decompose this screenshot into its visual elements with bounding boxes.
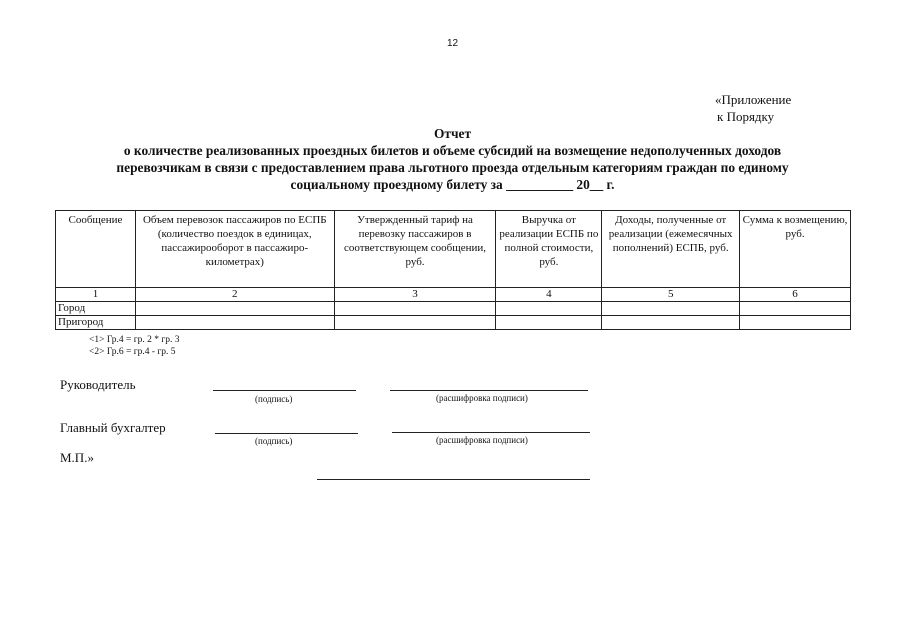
header-cell-compensation: Сумма к возмещению, руб.: [740, 211, 851, 288]
table-cell[interactable]: [602, 302, 740, 316]
row-label-suburb: Пригород: [56, 316, 136, 330]
title-line-1: Отчет: [433, 126, 472, 141]
head-decoding-caption: (расшифровка подписи): [436, 393, 528, 403]
head-decoding-line[interactable]: [390, 390, 588, 391]
column-number-row: [56, 288, 851, 302]
table-cell[interactable]: [740, 302, 851, 316]
table-cell[interactable]: [135, 302, 334, 316]
title-line-4: социальному проездному билету за __________ 20__ г.: [290, 177, 615, 192]
title-line-3: перевозчикам в связи с предоставлением права льготного проезда отдельным категориям граждан по единому: [116, 160, 789, 175]
table-row: [56, 316, 851, 330]
table-cell[interactable]: [496, 302, 602, 316]
table-row: [56, 302, 851, 316]
seal-line[interactable]: [317, 479, 590, 480]
note-1: <1> Гр.4 = гр. 2 * гр. 3: [89, 335, 180, 345]
head-label: Руководитель: [60, 377, 136, 392]
accountant-signature-line[interactable]: [215, 433, 358, 434]
table-cell[interactable]: [496, 316, 602, 330]
head-signature-line[interactable]: [213, 390, 356, 391]
head-signature-caption: (подпись): [255, 394, 293, 404]
column-number: 3: [334, 288, 496, 302]
appendix-line-2: к Порядку: [717, 109, 775, 124]
table-cell[interactable]: [334, 316, 496, 330]
report-table: [55, 210, 851, 330]
report-title: [40, 125, 865, 193]
formula-notes: [89, 334, 180, 358]
title-line-2: о количестве реализованных проездных билетов и объеме субсидий на возмещение недополученных доходов: [123, 143, 782, 158]
seal-label: М.П.»: [60, 450, 94, 465]
column-number: 5: [602, 288, 740, 302]
accountant-decoding-caption: (расшифровка подписи): [436, 435, 528, 445]
appendix-note: [715, 91, 791, 125]
accountant-label: Главный бухгалтер: [60, 420, 166, 435]
accountant-signature-caption: (подпись): [255, 436, 293, 446]
header-cell-tariff: Утвержденный тариф на перевозку пассажиров в соответствующем сообщении, руб.: [334, 211, 496, 288]
header-cell-income: Доходы, полученные от реализации (ежемесячных пополнений) ЕСПБ, руб.: [602, 211, 740, 288]
header-cell-volume: Объем перевозок пассажиров по ЕСПБ (количество поездок в единицах, пассажирооборот в пассажиро-километрах): [135, 211, 334, 288]
table-cell[interactable]: [602, 316, 740, 330]
column-number: 1: [56, 288, 136, 302]
header-cell-revenue: Выручка от реализации ЕСПБ по полной стоимости, руб.: [496, 211, 602, 288]
page-number: 12: [446, 38, 459, 49]
row-label-city: Город: [56, 302, 136, 316]
accountant-decoding-line[interactable]: [392, 432, 590, 433]
table-cell[interactable]: [334, 302, 496, 316]
column-number: 4: [496, 288, 602, 302]
header-cell-message: Сообщение: [56, 211, 136, 288]
appendix-line-1: «Приложение: [715, 92, 792, 107]
table-cell[interactable]: [135, 316, 334, 330]
table-header-row: [56, 211, 851, 288]
column-number: 2: [135, 288, 334, 302]
column-number: 6: [740, 288, 851, 302]
note-2: <2> Гр.6 = гр.4 - гр. 5: [89, 347, 176, 357]
table-cell[interactable]: [740, 316, 851, 330]
